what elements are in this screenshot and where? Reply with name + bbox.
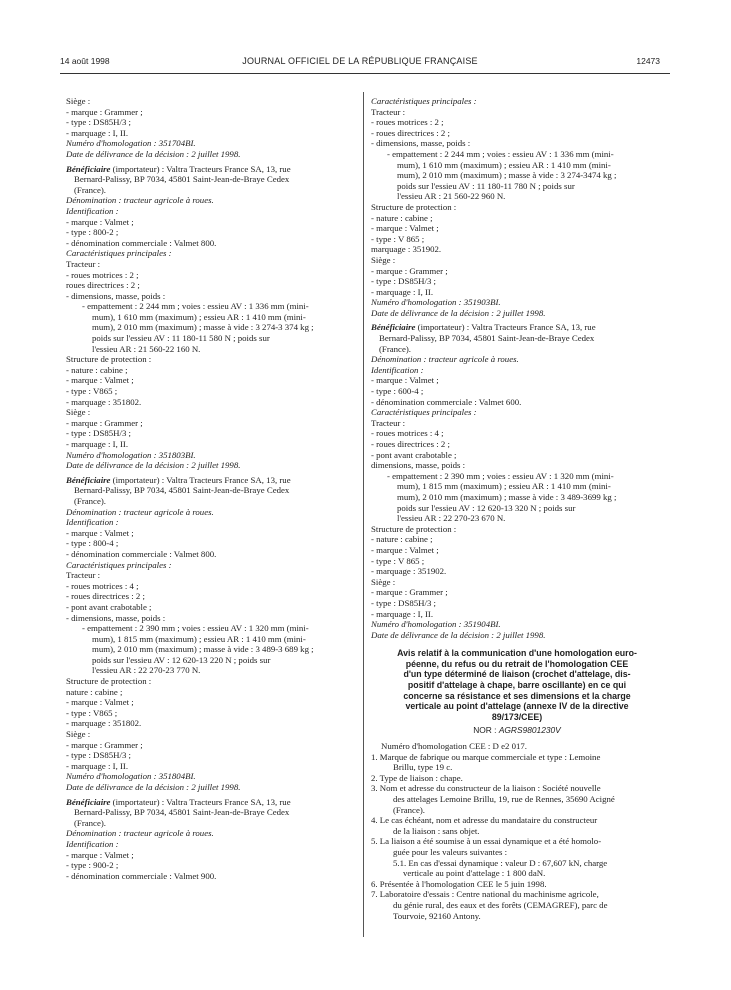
text-line: 1. Marque de fabrique ou marque commerciale et type : Lemoine [371, 751, 601, 762]
text-line: 5. La liaison a été soumise à un essai dynamique et a été homolo- [371, 836, 602, 847]
text-line: Siège : [66, 729, 91, 740]
text-line: (France). [379, 343, 411, 354]
text-line: de la liaison : sans objet. [393, 825, 480, 836]
text-line: - marque : Valmet ; [66, 527, 134, 538]
text-line: mum), 2 010 mm (maximum) ; masse à vide : 3 274-3474 kg ; [397, 170, 617, 181]
text-line: - type : DS85H/3 ; [66, 428, 131, 439]
text-line: - marquage : I, II. [66, 760, 129, 771]
text-line: mum), 1 815 mm (maximum) ; essieu AR : 1 410 mm (mini- [397, 481, 611, 492]
text-line: mum), 1 610 mm (maximum) ; essieu AR : 1 410 mm (mini- [397, 159, 611, 170]
text-line: - pont avant crabotable ; [371, 449, 457, 460]
text-line: Brillu, type 19 c. [393, 762, 453, 773]
text-line: - marquage : I, II. [66, 439, 129, 449]
notice-title-line: Avis relatif à la communication d'une homologation euro- [397, 648, 637, 659]
text-line: l'essieu AR : 22 270-23 770 N. [92, 665, 201, 676]
notice-title-line: verticale au point d'attelage (annexe IV de la directive [405, 701, 629, 712]
text-line: Bernard-Palissy, BP 7034, 45801 Saint-Jean-de-Braye Cedex [74, 485, 290, 496]
text-line: Siège : [371, 576, 396, 587]
text-line: - type : DS85H/3 ; [66, 750, 131, 761]
text-line: Bénéficiaire (importateur) : Valtra Tracteurs France SA, 13, rue [66, 796, 291, 807]
text-line: mum), 1 815 mm (maximum) ; essieu AR : 1 410 mm (mini- [92, 633, 306, 644]
text-line: du génie rural, des eaux et des forêts (CEMAGREF), parc de [393, 899, 608, 910]
text-line: Numéro d'homologation : 351803BI. [66, 449, 196, 460]
text-line: - marque : Valmet ; [371, 223, 439, 234]
text-line: 7. Laboratoire d'essais : Centre national du machinisme agricole, [371, 889, 599, 900]
text-line: Structure de protection : [371, 523, 457, 534]
text-line: - pont avant crabotable ; [66, 601, 152, 612]
text-line: Date de délivrance de la décision : 2 juillet 1998. [371, 307, 546, 318]
text-line: - type : DS85H/3 ; [66, 117, 131, 128]
text-line: poids sur l'essieu AV : 11 180-11 580 N ; poids sur [92, 333, 270, 344]
beneficiary-label: Bénéficiaire [371, 322, 416, 333]
text-line: Bernard-Palissy, BP 7034, 45801 Saint-Jean-de-Braye Cedex [74, 174, 290, 185]
notice-title [371, 648, 663, 722]
notice-body [371, 741, 663, 921]
text-line: Numéro d'homologation : 351904BI. [371, 619, 501, 630]
text-line: Bénéficiaire (importateur) : Valtra Tracteurs France SA, 13, rue [66, 163, 291, 174]
text-line: - marque : Grammer ; [66, 739, 143, 750]
text-line: mum), 1 610 mm (maximum) ; essieu AR : 1 410 mm (mini- [92, 311, 306, 322]
text-line: - marquage : I, II. [371, 608, 434, 619]
text-line: - roues motrices : 4 ; [371, 428, 444, 439]
text-line: l'essieu AR : 21 560-22 160 N. [92, 343, 201, 354]
text-line: mum), 2 010 mm (maximum) ; masse à vide : 3 274-3 374 kg ; [92, 322, 314, 333]
text-line: 3. Nom et adresse du constructeur de la liaison : Société nouvelle [371, 783, 601, 794]
text-line: l'essieu AR : 21 560-22 960 N. [397, 191, 506, 202]
header-rule [60, 73, 670, 74]
notice-section [371, 648, 663, 921]
text-line: - dénomination commerciale : Valmet 800. [66, 237, 217, 248]
text-line: - nature : cabine ; [371, 534, 433, 545]
text-line: - type : V 865 ; [371, 555, 425, 566]
text-line: - marque : Grammer ; [371, 265, 448, 276]
text-line: 5.1. En cas d'essai dynamique : valeur D : 67,607 kN, charge [393, 857, 608, 868]
text-line: - marque : Grammer ; [66, 417, 143, 428]
text-line: Date de délivrance de la décision : 2 juillet 1998. [66, 148, 241, 159]
text-line: Structure de protection : [371, 201, 457, 212]
text-line: Date de délivrance de la décision : 2 juillet 1998. [371, 629, 546, 640]
text-line: Identification : [66, 205, 119, 216]
header-page-number: 12473 [636, 56, 660, 66]
text-line: - marque : Valmet ; [371, 544, 439, 555]
column-separator [363, 92, 364, 937]
text-line: dimensions, masse, poids : [371, 460, 466, 471]
text-line: - dimensions, masse, poids : [66, 612, 166, 623]
text-line: - roues motrices : 2 ; [371, 117, 444, 128]
notice-title-line: concerne sa résistance et ses dimensions et la charge [403, 690, 631, 701]
text-line: poids sur l'essieu AV : 11 180-11 780 N ; poids sur [397, 180, 575, 191]
text-line: Identification : [66, 517, 119, 528]
text-line: - type : V865 ; [66, 386, 118, 397]
text-line: - roues directrices : 2 ; [66, 591, 145, 602]
text-line: Numéro d'homologation : 351903BI. [371, 297, 501, 308]
text-line: Numéro d'homologation CEE : D e2 017. [381, 741, 527, 752]
text-line: nature : cabine ; [66, 686, 123, 697]
left-column [66, 96, 356, 881]
text-line: - marquage : 351802. [66, 396, 142, 407]
text-line: - dimensions, masse, poids : [66, 290, 166, 301]
text-line: - type : V865 ; [66, 707, 118, 718]
text-line: Siège : [66, 407, 91, 418]
text-line: mum), 2 010 mm (maximum) ; masse à vide : 3 489-3699 kg ; [397, 491, 617, 502]
text-line: - empattement : 2 390 mm ; voies : essieu AV : 1 320 mm (mini- [387, 470, 614, 481]
text-line: Siège : [371, 254, 396, 265]
text-line: l'essieu AR : 22 270-23 670 N. [397, 513, 506, 524]
beneficiary-label: Bénéficiaire [66, 796, 111, 807]
text-line: - roues motrices : 4 ; [66, 580, 139, 591]
text-line: - marque : Grammer ; [371, 587, 448, 598]
text-line: Date de délivrance de la décision : 2 juillet 1998. [66, 460, 241, 471]
nor-reference [371, 725, 663, 736]
text-line: - dimensions, masse, poids : [371, 138, 471, 149]
text-line: - empattement : 2 244 mm ; voies : essieu AV : 1 336 mm (mini- [82, 301, 309, 312]
header-date: 14 août 1998 [60, 56, 110, 66]
text-line: - marquage : 351902. [371, 566, 447, 577]
text-line: - marque : Valmet ; [371, 375, 439, 386]
text-line: mum), 2 010 mm (maximum) ; masse à vide : 3 489-3 689 kg ; [92, 644, 314, 655]
text-line: - type : 800-4 ; [66, 538, 119, 549]
text-line: des attelages Lemoine Brillu, 19, rue de Rennes, 35690 Acigné [393, 794, 615, 804]
text-line: verticale au point d'attelage : 1 800 daN. [403, 868, 546, 879]
text-line: Identification : [371, 364, 424, 375]
text-line: Bernard-Palissy, BP 7034, 45801 Saint-Jean-de-Braye Cedex [74, 807, 290, 818]
text-line: Caractéristiques principales : [66, 248, 172, 259]
text-line: (France). [74, 817, 106, 828]
text-line: - marquage : 351802. [66, 718, 142, 729]
text-line: - empattement : 2 244 mm ; voies : essieu AV : 1 336 mm (mini- [387, 148, 614, 159]
nor-label: NOR : [473, 725, 497, 736]
nor-code: AGRS9801230V [498, 725, 561, 736]
text-line: Bénéficiaire (importateur) : Valtra Tracteurs France SA, 13, rue [371, 322, 596, 333]
text-line: Tracteur : [371, 417, 406, 428]
text-line: - marque : Valmet ; [66, 849, 134, 860]
text-line: Caractéristiques principales : [66, 559, 172, 570]
text-line: - type : DS85H/3 ; [371, 597, 436, 608]
text-line: - marque : Valmet ; [66, 375, 134, 386]
text-line: - dénomination commerciale : Valmet 900. [66, 870, 217, 881]
text-line: Caractéristiques principales : [371, 407, 477, 418]
notice-title-line: 89/173/CEE) [491, 711, 543, 722]
text-line: guée pour les valeurs suivantes : [393, 846, 508, 857]
text-line: - nature : cabine ; [66, 364, 128, 375]
text-line: Numéro d'homologation : 351804BI. [66, 771, 196, 782]
text-line: poids sur l'essieu AV : 12 620-13 220 N ; poids sur [92, 654, 271, 665]
text-line: - type : 900-2 ; [66, 860, 119, 871]
text-line: (France). [74, 495, 106, 506]
text-line: Tracteur : [66, 570, 101, 581]
text-line: Tracteur : [371, 106, 406, 117]
text-line: - marque : Grammer ; [66, 106, 143, 117]
text-line: - dénomination commerciale : Valmet 600. [371, 396, 522, 407]
text-line: - marquage : I, II. [66, 127, 129, 138]
text-line: - type : V 865 ; [371, 233, 425, 244]
text-line: - marque : Valmet ; [66, 697, 134, 708]
text-line: Dénomination : tracteur agricole à roues. [371, 354, 519, 365]
notice-title-line: d'un type déterminé de liaison (crochet d'attelage, dis- [403, 669, 631, 680]
text-line: (France). [393, 804, 425, 815]
text-line: Siège : [66, 96, 91, 106]
text-line: Structure de protection : [66, 354, 152, 365]
text-line: Dénomination : tracteur agricole à roues. [66, 828, 214, 839]
text-line: 4. Le cas échéant, nom et adresse du mandataire du constructeur [371, 815, 598, 826]
header-title: JOURNAL OFFICIEL DE LA RÉPUBLIQUE FRANÇAISE [242, 56, 478, 66]
text-line: - roues motrices : 2 ; [66, 269, 139, 280]
page-header [60, 56, 660, 70]
text-line: - dénomination commerciale : Valmet 800. [66, 548, 217, 559]
text-line: poids sur l'essieu AV : 12 620-13 320 N ; poids sur [397, 502, 576, 513]
text-line: - marque : Valmet ; [66, 216, 134, 227]
text-line: marquage : 351902. [371, 244, 442, 255]
beneficiary-label: Bénéficiaire [66, 474, 111, 485]
right-column [371, 96, 663, 921]
text-line: roues directrices : 2 ; [66, 280, 140, 291]
text-line: (France). [74, 184, 106, 195]
text-line: - nature : cabine ; [371, 212, 433, 223]
text-line: - roues directrices : 2 ; [371, 127, 450, 138]
text-line: 2. Type de liaison : chape. [371, 772, 463, 783]
text-line: - type : DS85H/3 ; [371, 276, 436, 287]
text-line: Structure de protection : [66, 676, 152, 687]
text-line: - marquage : I, II. [371, 286, 434, 297]
notice-title-line: péenne, du refus ou du retrait de l'homologation CEE [405, 658, 629, 669]
text-line: Date de délivrance de la décision : 2 juillet 1998. [66, 782, 241, 792]
text-line: Tracteur : [66, 258, 101, 269]
text-line: - type : 600-4 ; [371, 386, 424, 397]
notice-title-line: positif d'attelage à chape, barre oscillante) en ce qui [407, 680, 627, 691]
text-line: - roues directrices : 2 ; [371, 439, 450, 449]
text-line: Identification : [66, 838, 119, 849]
text-line: - empattement : 2 390 mm ; voies : essieu AV : 1 320 mm (mini- [82, 623, 309, 634]
text-line: 6. Présentée à l'homologation CEE le 5 juin 1998. [371, 878, 547, 889]
text-line: Caractéristiques principales : [371, 96, 477, 106]
text-line: Dénomination : tracteur agricole à roues. [66, 506, 214, 517]
text-line: Bénéficiaire (importateur) : Valtra Tracteurs France SA, 13, rue [66, 474, 291, 485]
text-line: - type : 800-2 ; [66, 227, 119, 238]
right-column-entries [371, 96, 663, 640]
beneficiary-label: Bénéficiaire [66, 163, 111, 174]
text-line: Numéro d'homologation : 351704BI. [66, 138, 196, 149]
text-line: Dénomination : tracteur agricole à roues. [66, 195, 214, 206]
text-line: Tourvoie, 92160 Antony. [393, 910, 481, 921]
text-line: Bernard-Palissy, BP 7034, 45801 Saint-Jean-de-Braye Cedex [379, 333, 595, 344]
